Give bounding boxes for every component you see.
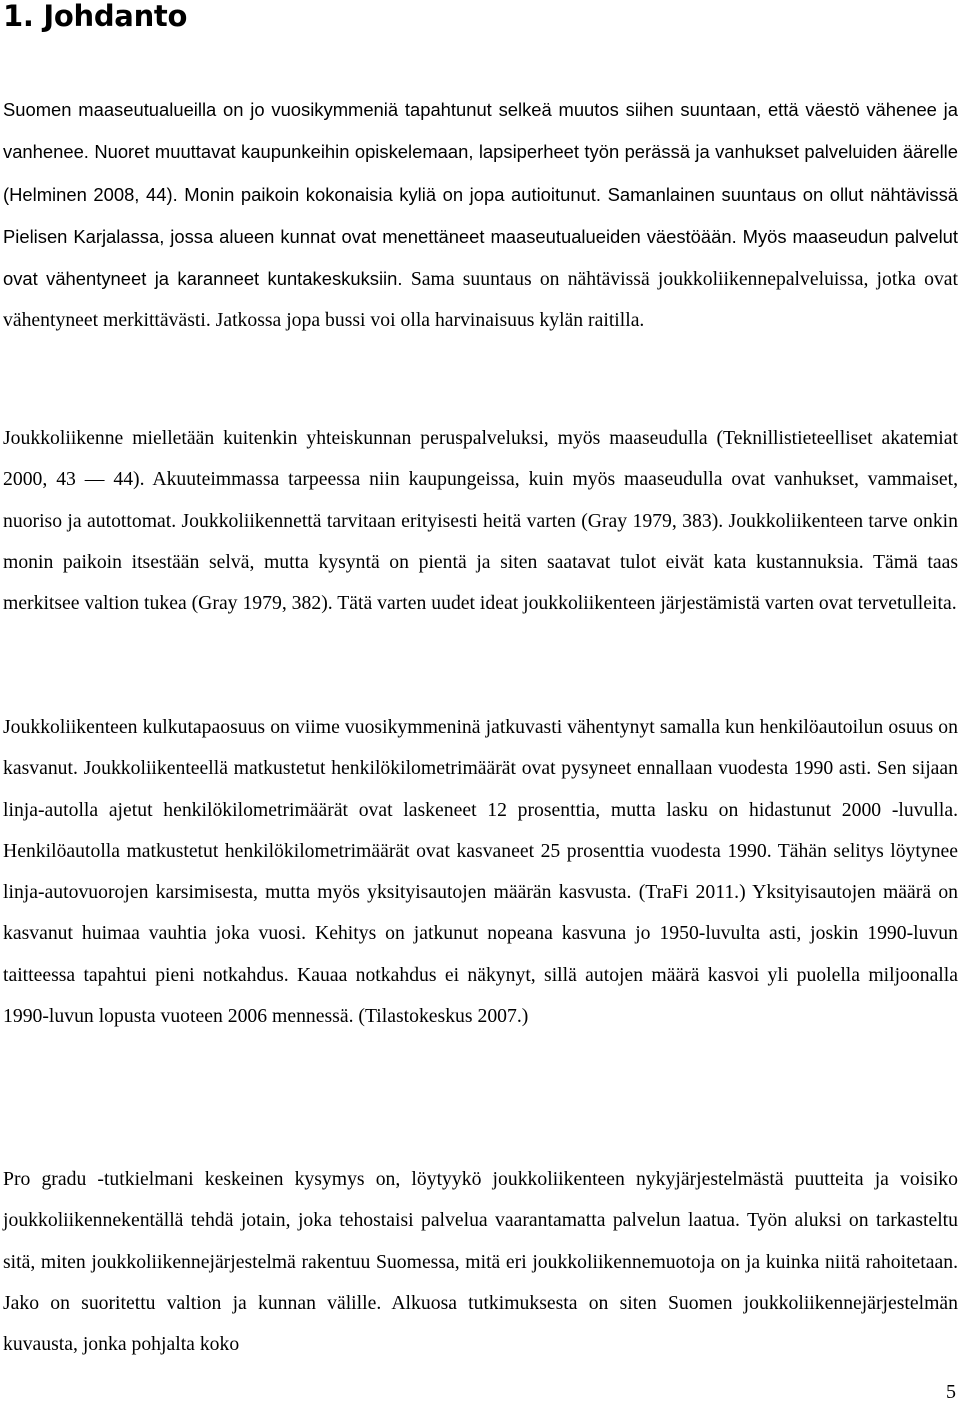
sentence: Kauaa notkahdus ei näkynyt, sillä autojen määrä kasvoi yli puolella miljoonalla 1990-luvun lopusta vuoteen 2006 mennessä. (Tilastokeskus 2007.) [3, 963, 958, 1028]
sentence: Joukkoliikenteen tarve onkin monin paikoin itsestään selvä, mutta kysyntä on pientä ja siten saatavat tulot eivät kata kustannuksia. [3, 509, 958, 573]
sentence: Kehitys on jatkunut nopeana kasvuna jo 1950-luvulta asti, joskin 1990-luvun taitteessa tapahtui pieni notkahdus. [3, 922, 958, 986]
paragraph [3, 418, 958, 624]
page-title: 1. Johdanto [3, 0, 188, 33]
sentence: Monin paikoin kokonaisia kyliä on jopa autioitunut. [184, 183, 608, 205]
page-number: 5 [946, 1381, 956, 1403]
sentence: Tämä taas merkitsee valtion tukea (Gray 1979, 382). [3, 550, 958, 615]
sentence: Myös maaseudun palvelut ovat vähentyneet ja karanneet kuntakeskuksiin. [3, 225, 958, 290]
sentence: Henkilöautolla matkustetut henkilökilometrimäärät ovat kasvaneet 25 prosenttia vuodesta 1990. [3, 839, 778, 862]
sentence: Nuoret muuttavat kaupunkeihin opiskelemaan, lapsiperheet työn perässä ja vanhukset palveluiden äärelle (Helminen 2008, 44). [3, 141, 958, 205]
sentence: Joukkoliikennettä tarvitaan erityisesti heitä varten (Gray 1979, 383). [181, 509, 729, 532]
sentence: Joukkoliikenne mielletään kuitenkin yhteiskunnan peruspalveluksi, myös maaseudulla (Teknillistieteelliset akatemiat 2000, 43 ― 44). [3, 427, 958, 491]
paragraph [3, 89, 958, 342]
sentence: Alkuosa tutkimuksesta on siten Suomen joukkoliikennejärjestelmän kuvausta, jonka pohjalta koko [3, 1291, 958, 1356]
sentence: Sama suuntaus on nähtävissä joukkoliikennepalveluissa, jotka ovat vähentyneet merkittävästi. [3, 268, 958, 332]
sentence: Joukkoliikenteen kulkutapaosuus on viime vuosikymmeninä jatkuvasti vähentynyt samalla kun henkilöautoilun osuus on kasvanut. [3, 716, 958, 780]
sentence: Pro gradu -tutkielmani keskeinen kysymys on, löytyykö joukkoliikenteen nykyjärjestelmästä puutteita ja voisiko joukkoliikennekentällä tehdä jotain, joka tehostaisi palvelua vaarantamatta palvelun laatua. [3, 1168, 958, 1232]
sentence: Joukkoliikenteellä matkustetut henkilökilometrimäärät ovat pysyneet ennallaan vuodesta 1990 asti. [83, 757, 877, 780]
sentence: Yksityisautojen määrä on kasvanut huimaa vauhtia joka vuosi. [3, 881, 959, 945]
sentence: Suomen maaseutualueilla on jo vuosikymmeniä tapahtunut selkeä muutos siihen suuntaan, että väestö vähenee ja vanhenee. [3, 99, 958, 163]
sentence: Sen sijaan linja-autolla ajetut henkilökilometrimäärät ovat laskeneet 12 prosenttia, mutta lasku on hidastunut 2000 -luvulla. [3, 757, 958, 821]
paragraph [3, 707, 958, 1037]
sentence: Samanlainen suuntaus on ollut nähtävissä Pielisen Karjalassa, jossa alueen kunnat ovat menettäneet maaseutualueiden väestöään. [3, 183, 958, 247]
sentence: Jatkossa jopa bussi voi olla harvinaisuus kylän raitilla. [215, 309, 645, 332]
sentence: Työn aluksi on tarkasteltu sitä, miten joukkoliikennejärjestelmä rakentuu Suomessa, mitä eri joukkoliikennemuotoja on ja kuinka niitä rahoitetaan. [3, 1209, 958, 1273]
sentence: Tätä varten uudet ideat joukkoliikenteen järjestämistä varten ovat tervetulleita. [337, 592, 957, 615]
sentence: Akuuteimmassa tarpeessa niin kaupungeissa, kuin myös maaseudulla ovat vanhukset, vammaiset, nuoriso ja autottomat. [3, 468, 958, 532]
paragraph [3, 1159, 958, 1365]
sentence: Tähän selitys löytynee linja-autovuorojen karsimisesta, mutta myös yksityisautojen määrän kasvusta. (TraFi 2011.) [3, 839, 959, 904]
sentence: Jako on suoritettu valtion ja kunnan välille. [3, 1291, 392, 1314]
